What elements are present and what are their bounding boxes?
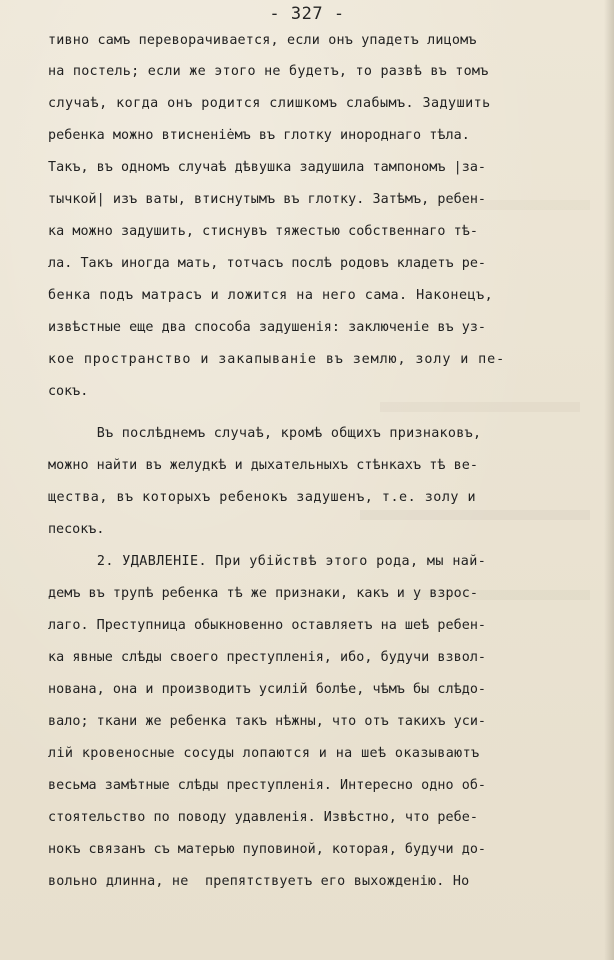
text-line: вольно длинна, не препятствуетъ его выхожденію. Но [48, 874, 470, 889]
text-line: щества, въ которыхъ ребенокъ задушенъ, т.е. золу и [48, 490, 477, 505]
text-line: Такъ, въ одномъ случаѣ дѣвушка задушила тампономъ |за- [48, 160, 487, 175]
text-line: весьма замѣтные слѣды преступленія. Интересно одно об- [48, 778, 487, 793]
text-line: извѣстные еще два способа задушенія: заключеніе въ уз- [48, 320, 487, 335]
text-line: случаѣ, когда онъ родится слишкомъ слабымъ. Задушить [48, 96, 491, 111]
text-line: демъ въ трупѣ ребенка тѣ же признаки, какъ и у взрос- [48, 586, 478, 601]
text-line: вало; ткани же ребенка такъ нѣжны, что отъ такихъ уси- [48, 714, 487, 729]
page-number: - 327 - [269, 4, 345, 24]
text-line: стоятельство по поводу удавленія. Извѣстно, что ребе- [48, 810, 478, 825]
section-heading-line: 2. УДАВЛЕНІЕ. При убійствѣ этого рода, мы най- [80, 554, 487, 569]
text-line: нокъ связанъ съ матерью пуповиной, которая, будучи до- [48, 842, 487, 857]
text-line: ка явные слѣды своего преступленія, ибо, будучи взвол- [48, 650, 487, 665]
text-line: на постель; если же этого не будетъ, то развѣ въ томъ [48, 64, 489, 79]
text-line: тычкой| изъ ваты, втиснутымъ въ глотку. Затѣмъ, ребен- [48, 192, 487, 207]
text-line: ка можно задушить, стиснувъ тяжестью собственнаго тѣ- [48, 224, 478, 239]
text-line: Въ послѣднемъ случаѣ, кромѣ общихъ признаковъ, [80, 426, 482, 441]
text-line: кое пространство и закапываніе въ землю, золу и пе- [48, 352, 506, 367]
text-line: ла. Такъ иногда мать, тотчасъ послѣ родовъ кладетъ ре- [48, 256, 487, 271]
bleed-through-mark [380, 402, 580, 412]
text-line: лаго. Преступница обыкновенно оставляетъ на шеѣ ребен- [48, 618, 487, 633]
text-line: лій кровеносные сосуды лопаются и на шеѣ оказываютъ [48, 746, 480, 761]
bleed-through-mark [360, 510, 590, 520]
text-line: тивно самъ переворачивается, если онъ упадетъ лицомъ [48, 33, 477, 48]
text-line: сокъ. [48, 384, 89, 399]
text-line: бенка подъ матрасъ и ложится на него сама. Наконецъ, [48, 288, 494, 303]
page-edge-shadow [604, 0, 614, 960]
text-line: ребенка можно втиснені̇емъ въ глотку инороднаго тѣла. [48, 128, 470, 143]
text-line: можно найти въ желудкѣ и дыхательныхъ стѣнкахъ тѣ ве- [48, 458, 478, 473]
text-line: нована, она и производитъ усилій болѣе, чѣмъ бы слѣдо- [48, 682, 487, 697]
text-line: песокъ. [48, 522, 105, 537]
